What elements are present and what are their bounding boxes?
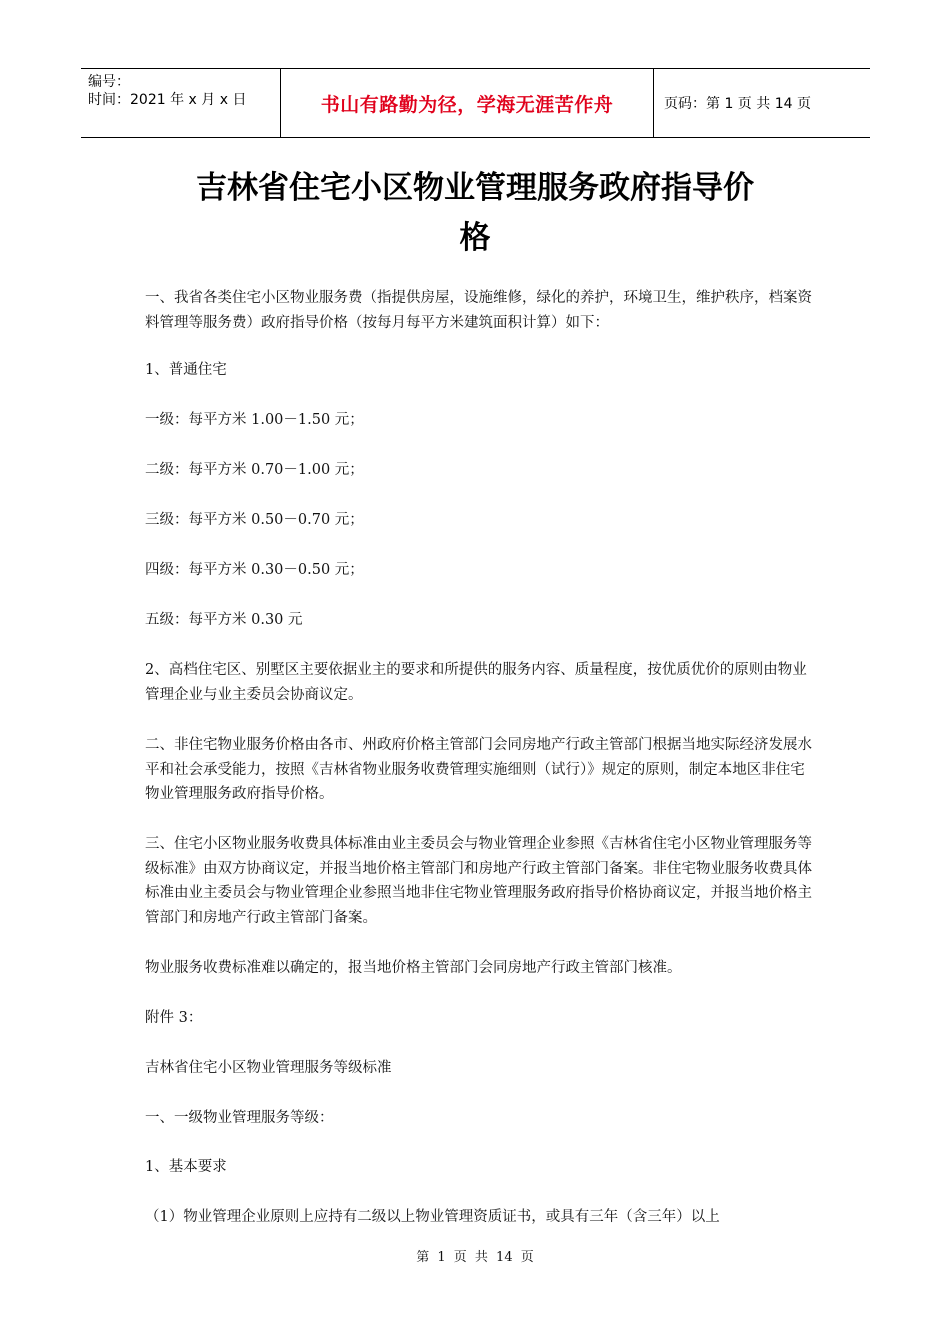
paragraph-level-1: 一级：每平方米 1.00－1.50 元； [145,412,364,428]
document-number-label: 编号： [88,74,130,90]
paragraph-level-4: 四级：每平方米 0.30－0.50 元； [145,562,364,578]
title-line-1: 吉林省住宅小区物业管理服务政府指导价 [196,170,754,206]
paragraph-level-5: 五级：每平方米 0.30 元 [145,612,303,628]
paragraph-attachment: 附件 3： [145,1010,203,1026]
title-line-2: 格 [459,220,491,256]
page-header [81,68,870,138]
paragraph-intro: 一、我省各类住宅小区物业服务费（指提供房屋，设施维修，绿化的养护，环境卫生，维护秩序，档案资料管理等服务费）政府指导价格（按每月每平方米建筑面积计算）如下： [145,290,812,331]
paragraph-grade-one: 一、一级物业管理服务等级： [145,1110,334,1126]
document-time-label: 时间：2021 年 x 月 x 日 [88,92,247,108]
paragraph-fee-standards: 三、住宅小区物业服务收费具体标准由业主委员会与物业管理企业参照《吉林省住宅小区物业管理服务等级标准》由双方协商议定，并报当地价格主管部门和房地产行政主管部门备案。非住宅物业服务收费具体标准由业主委员会与物业管理企业参照当地非住宅物业管理服务政府指导价格协商议定，并报当地价格主管部门和房地产行政主管部门备案。 [145,836,812,926]
paragraph-non-residential: 二、非住宅物业服务价格由各市、州政府价格主管部门会同房地产行政主管部门根据当地实际经济发展水平和社会承受能力，按照《吉林省物业服务收费管理实施细则（试行）》规定的原则，制定本地区非住宅物业管理服务政府指导价格。 [145,737,812,802]
paragraph-level-2: 二级：每平方米 0.70－1.00 元； [145,462,364,478]
paragraph-basic-requirements: 1、基本要求 [145,1159,227,1175]
header-motto: 书山有路勤为径，学海无涯苦作舟 [281,69,654,137]
header-meta [81,69,281,137]
paragraph-ordinary-housing: 1、普通住宅 [145,362,227,378]
paragraph-level-3: 三级：每平方米 0.50－0.70 元； [145,512,364,528]
paragraph-standard-title: 吉林省住宅小区物业管理服务等级标准 [145,1060,392,1076]
paragraph-high-end: 2、高档住宅区、别墅区主要依据业主的要求和所提供的服务内容、质量程度，按优质优价的原则由物业管理企业与业主委员会协商议定。 [145,662,807,703]
document-title [100,163,850,263]
page-footer: 第 1 页 共 14 页 [416,1250,534,1265]
paragraph-approval: 物业服务收费标准难以确定的，报当地价格主管部门会同房地产行政主管部门核准。 [145,960,682,976]
paragraph-requirement-1: （1）物业管理企业原则上应持有二级以上物业管理资质证书，或具有三年（含三年）以上 [145,1209,720,1225]
header-page-label: 页码：第 1 页 共 14 页 [664,96,811,112]
